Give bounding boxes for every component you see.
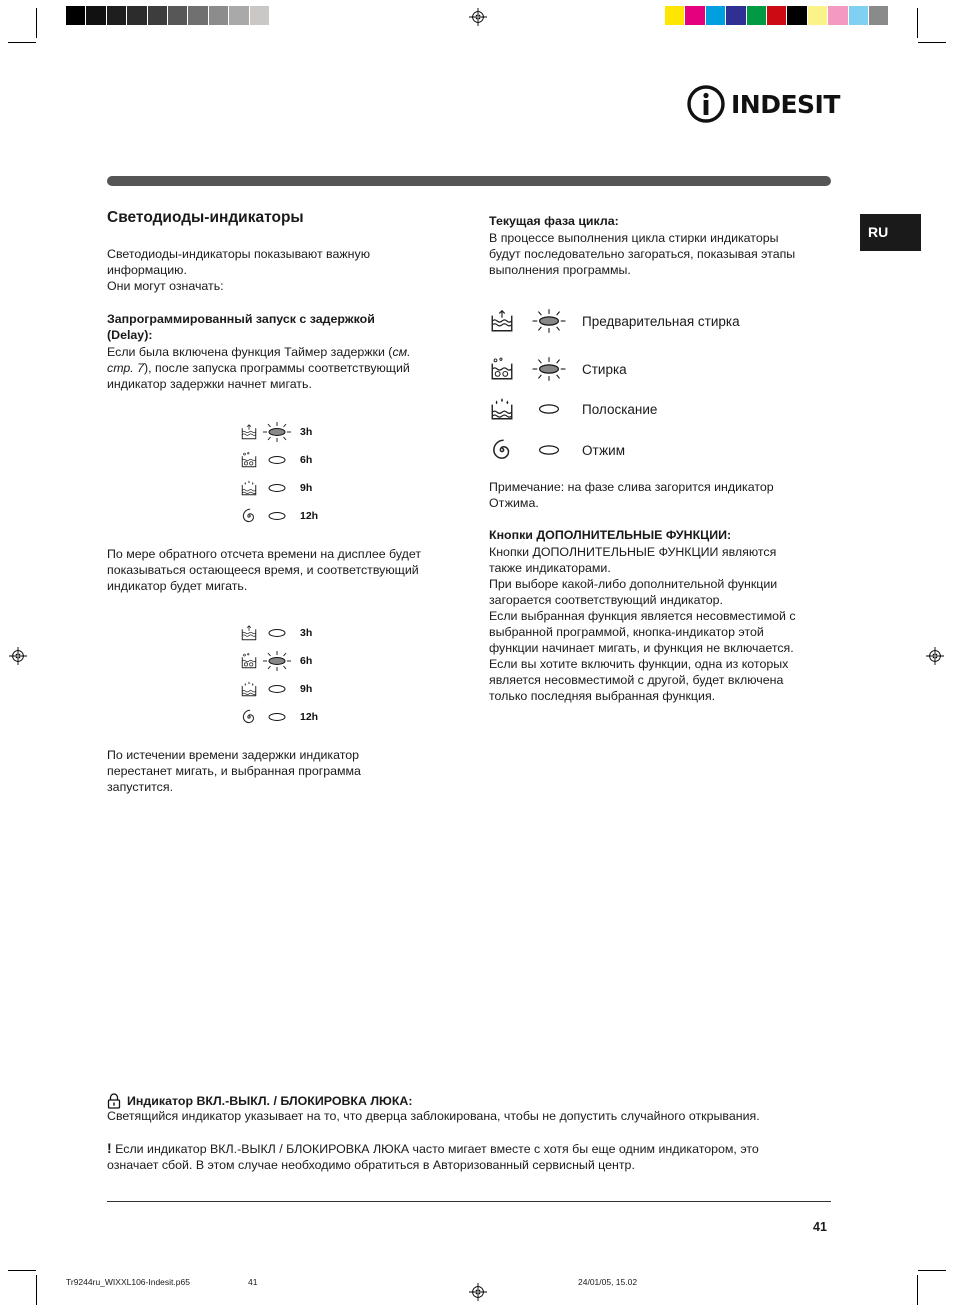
options-heading: Кнопки ДОПОЛНИТЕЛЬНЫЕ ФУНКЦИИ: xyxy=(489,528,732,542)
footer-rule xyxy=(107,1201,831,1202)
registration-mark-icon xyxy=(469,1283,487,1301)
calibration-swatch xyxy=(229,6,248,25)
text-line: информацию. xyxy=(107,263,187,277)
delay-label: 12h xyxy=(300,711,319,723)
text-span: стр. 7 xyxy=(107,361,145,375)
lock-icon xyxy=(107,1093,121,1109)
calibration-swatch xyxy=(270,6,289,25)
delay-row-3h xyxy=(240,421,312,443)
text-line: В процессе выполнения цикла стирки индикаторы xyxy=(489,231,779,245)
text-line xyxy=(107,344,411,360)
calibration-swatch xyxy=(828,6,847,25)
text-span: ), после запуска программы соответствующий xyxy=(144,361,410,375)
spin-icon xyxy=(240,507,258,525)
delay-row-9h xyxy=(240,477,312,499)
text-line: функции начинает мигать, и функция не включается. xyxy=(489,641,794,655)
text-span: см. xyxy=(392,345,411,359)
delay-row-12h xyxy=(240,706,318,728)
text-line xyxy=(107,1140,759,1157)
indesit-logo-icon xyxy=(686,84,726,124)
delay-label: 12h xyxy=(300,510,319,522)
calibration-swatch xyxy=(767,6,786,25)
calibration-swatch xyxy=(250,6,269,25)
language-label: RU xyxy=(868,224,889,240)
brand-name: INDESIT xyxy=(731,89,840,119)
delay-label: 3h xyxy=(300,627,313,639)
delay-label: 9h xyxy=(300,683,313,695)
phase-heading: Текущая фаза цикла: xyxy=(489,214,619,228)
delay-text xyxy=(107,344,411,392)
registration-mark-icon xyxy=(469,8,487,26)
print-file-name: Tr9244ru_WIXXL106-Indesit.p65 xyxy=(66,1277,190,1287)
led-indicator-icon xyxy=(260,622,294,644)
text-line: также индикаторами. xyxy=(489,561,611,575)
calibration-swatch xyxy=(726,6,745,25)
text-line xyxy=(107,360,411,376)
text-line: При выборе какой-либо дополнительной функции xyxy=(489,577,778,591)
text-line: является несовместимой с другой, будет включена xyxy=(489,673,784,687)
led-indicator-blinking-icon xyxy=(260,421,294,443)
spin-icon xyxy=(489,437,515,463)
led-indicator-icon xyxy=(260,505,294,527)
led-indicator-icon xyxy=(529,437,569,463)
text-line: индикатор задержки начнет мигать. xyxy=(107,377,312,391)
calibration-swatch xyxy=(747,6,766,25)
calibration-swatch xyxy=(869,6,888,25)
text-line: загорается соответствующий индикатор. xyxy=(489,593,723,607)
delay-label: 6h xyxy=(300,655,313,667)
page-number: 41 xyxy=(813,1220,827,1234)
phase-text xyxy=(489,230,795,278)
calibration-swatch xyxy=(107,6,126,25)
registration-mark-icon xyxy=(9,647,27,665)
text-line: запустится. xyxy=(107,780,174,794)
text-line: Запрограммированный запуск с задержкой xyxy=(107,312,375,326)
calibration-swatch xyxy=(148,6,167,25)
phase-row-prewash xyxy=(489,308,740,334)
delay-row-6h xyxy=(240,650,312,672)
section-title: Светодиоды-индикаторы xyxy=(107,209,304,226)
text-line: перестанет мигать, и выбранная программа xyxy=(107,764,361,778)
wash-icon xyxy=(240,451,258,469)
text-line: только последняя выбранная функция. xyxy=(489,689,716,703)
text-line: По истечении времени задержки индикатор xyxy=(107,748,360,762)
warning-text xyxy=(107,1140,759,1173)
delay-row-9h xyxy=(240,678,312,700)
calibration-swatch xyxy=(86,6,105,25)
phase-label: Предварительная стирка xyxy=(582,313,740,329)
options-text xyxy=(489,544,796,704)
prewash-icon xyxy=(489,308,515,334)
calibration-swatch xyxy=(685,6,704,25)
calibration-swatch xyxy=(849,6,868,25)
intro-text xyxy=(107,246,370,294)
text-line: означает сбой. В этом случае необходимо обратиться в Авторизованный сервисный центр. xyxy=(107,1158,635,1172)
text-line: Если вы хотите включить функции, одна из которых xyxy=(489,657,789,671)
lock-heading: Индикатор ВКЛ.-ВЫКЛ. / БЛОКИРОВКА ЛЮКА: xyxy=(127,1094,413,1108)
text-line: Светодиоды-индикаторы показывают важную xyxy=(107,247,371,261)
text-line: выбранной программой, кнопка-индикатор этой xyxy=(489,625,764,639)
text-line: показываться остающееся время, и соответствующий xyxy=(107,563,419,577)
lock-text: Светящийся индикатор указывает на то, что дверца заблокирована, чтобы не допустить случайного открывания. xyxy=(107,1109,760,1123)
delay-row-6h xyxy=(240,449,312,471)
text-span: Если индикатор ВКЛ.-ВЫКЛ / БЛОКИРОВКА ЛЮКА часто мигает вместе с хотя бы еще одним индикатором, это xyxy=(115,1142,759,1156)
countdown-text xyxy=(107,546,421,594)
wash-icon xyxy=(240,652,258,670)
led-indicator-icon xyxy=(260,706,294,728)
led-indicator-icon xyxy=(260,449,294,471)
led-indicator-blinking-icon xyxy=(260,650,294,672)
lock-heading-row xyxy=(107,1093,412,1109)
calibration-swatch xyxy=(787,6,806,25)
calibration-swatch xyxy=(808,6,827,25)
calibration-swatch xyxy=(706,6,725,25)
phase-note xyxy=(489,479,774,511)
calibration-swatch xyxy=(168,6,187,25)
delay-row-12h xyxy=(240,505,318,527)
calibration-swatch xyxy=(665,6,684,25)
calibration-swatch xyxy=(209,6,228,25)
registration-mark-icon xyxy=(926,647,944,665)
rinse-icon xyxy=(489,396,515,422)
text-line: (Delay): xyxy=(107,328,153,342)
indesit-logo xyxy=(686,84,840,124)
text-line: индикатор будет мигать. xyxy=(107,579,248,593)
calibration-swatch xyxy=(66,6,85,25)
grayscale-calibration-bar xyxy=(66,0,290,30)
phase-row-spin xyxy=(489,437,625,463)
calibration-swatch xyxy=(188,6,207,25)
calibration-swatch xyxy=(127,6,146,25)
spin-icon xyxy=(240,708,258,726)
delay-label: 9h xyxy=(300,482,313,494)
text-line: Кнопки ДОПОЛНИТЕЛЬНЫЕ ФУНКЦИИ являются xyxy=(489,545,777,559)
wash-icon xyxy=(489,356,515,382)
text-line: Если выбранная функция является несовместимой с xyxy=(489,609,796,623)
rinse-icon xyxy=(240,479,258,497)
phase-row-rinse xyxy=(489,396,657,422)
rinse-icon xyxy=(240,680,258,698)
phase-label: Полоскание xyxy=(582,401,658,417)
color-calibration-bar xyxy=(665,0,889,30)
end-text xyxy=(107,747,361,795)
text-span: Если была включена функция Таймер задержки ( xyxy=(107,345,393,359)
text-line: выполнения программы. xyxy=(489,263,631,277)
delay-row-3h xyxy=(240,622,312,644)
header-rule xyxy=(107,176,831,186)
led-indicator-icon xyxy=(260,678,294,700)
text-line: По мере обратного отсчета времени на дисплее будет xyxy=(107,547,422,561)
text-line: Они могут означать: xyxy=(107,279,224,293)
led-indicator-blinking-icon xyxy=(529,356,569,382)
text-line: Отжима. xyxy=(489,496,539,510)
delay-heading xyxy=(107,311,375,343)
text-line: Примечание: на фазе слива загорится индикатор xyxy=(489,480,774,494)
led-indicator-icon xyxy=(260,477,294,499)
led-indicator-blinking-icon xyxy=(529,308,569,334)
print-page: 41 xyxy=(248,1277,258,1287)
delay-label: 3h xyxy=(300,426,313,438)
text-line: будут последовательно загораться, показывая этапы xyxy=(489,247,796,261)
warning-mark: ! xyxy=(107,1140,112,1156)
delay-label: 6h xyxy=(300,454,313,466)
print-date: 24/01/05, 15.02 xyxy=(578,1277,638,1287)
phase-label: Стирка xyxy=(582,361,627,377)
phase-label: Отжим xyxy=(582,442,625,458)
phase-row-wash xyxy=(489,356,627,382)
prewash-icon xyxy=(240,624,258,642)
prewash-icon xyxy=(240,423,258,441)
led-indicator-icon xyxy=(529,396,569,422)
language-tab xyxy=(860,214,921,251)
